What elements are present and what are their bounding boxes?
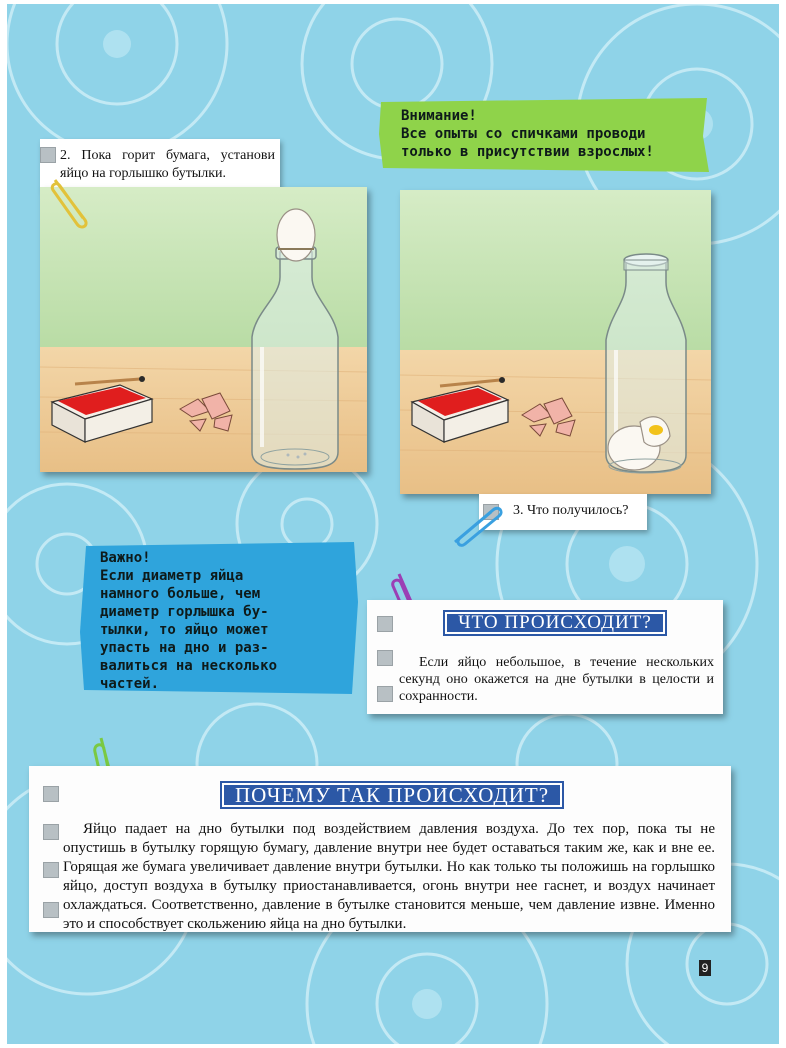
important-line-2: намного больше, чем <box>100 586 261 602</box>
step2-text: 2. Пока горит бумага, установи яйцо на горлышко бутылки. <box>60 148 275 181</box>
what-happens-text: Если яйцо небольшое, в течение нескольких секунд оно окажется на дне бутылки в целости и сохранности. <box>399 655 714 704</box>
marker-square <box>43 862 59 878</box>
marker-square <box>377 686 393 702</box>
marker-square <box>377 616 393 632</box>
paperclip-icon <box>47 172 97 232</box>
marker-square <box>377 650 393 666</box>
why-title: ПОЧЕМУ ТАК ПРОИСХОДИТ? <box>222 783 562 807</box>
marker-square <box>40 147 56 163</box>
important-heading: Важно! <box>100 550 151 566</box>
important-line-1: Если диаметр яйца <box>100 568 244 584</box>
marker-square <box>43 902 59 918</box>
marker-square <box>43 786 59 802</box>
paperclip-icon <box>449 500 505 550</box>
warning-line1: Все опыты со спичками проводи <box>401 126 646 142</box>
important-line-4: тылки, то яйцо может <box>100 622 269 638</box>
what-happens-card <box>367 600 723 714</box>
why-card <box>29 766 731 932</box>
warning-heading: Внимание! <box>401 108 477 124</box>
marker-square <box>43 824 59 840</box>
page <box>7 4 779 1044</box>
important-line-5: упасть на дно и раз- <box>100 640 269 656</box>
why-text: Яйцо падает на дно бутылки под воздействием давления воздуха. До тех пор, пока ты не опустишь в бутылку горящую бумагу, давление внутри нее будет оставаться таким же, как и вне ее. Горящая же бумага увеличивает давление внутри бутылки. Но как только ты положишь на горлышко яйцо, доступ воздуха в бутылку приостанавливается, огонь внутри нее гаснет, и воздух начинает охлаждаться. Соответственно, давление в бутылке становится меньше, чем давление извне. Именно это и способствует скольжению яйца на дно бутылки. <box>63 821 715 932</box>
important-note <box>80 542 360 697</box>
photo-egg-inside-bottle <box>400 190 711 494</box>
page-number: 9 <box>699 960 711 976</box>
step3-text: 3. Что получилось? <box>513 503 629 518</box>
warning-note <box>377 96 712 174</box>
important-line-7: частей. <box>100 676 160 692</box>
warning-line2: только в присутствии взрослых! <box>401 144 654 160</box>
important-line-3: диаметр горлышка бу- <box>100 604 269 620</box>
important-line-6: валиться на несколько <box>100 658 278 674</box>
what-happens-title: ЧТО ПРОИСХОДИТ? <box>445 612 665 634</box>
